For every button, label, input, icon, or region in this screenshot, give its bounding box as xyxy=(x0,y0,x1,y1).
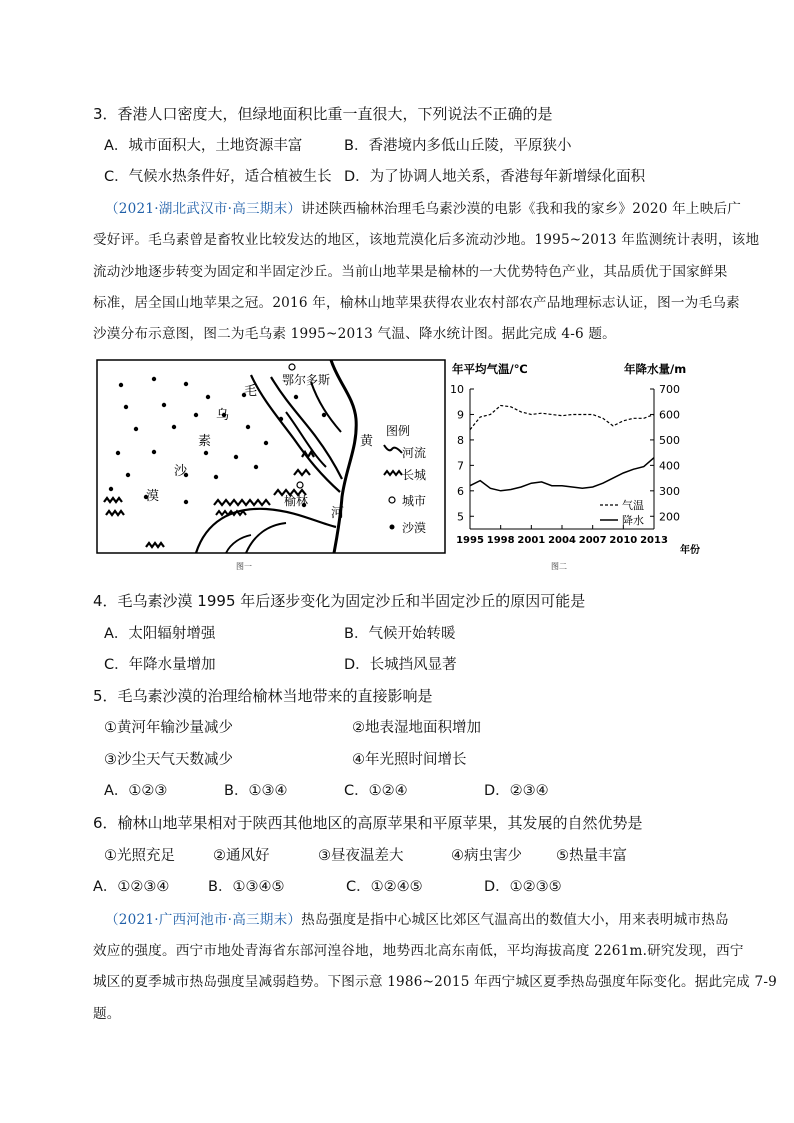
chart-right-tick-label: 700 xyxy=(659,383,680,396)
city-marker-ordos xyxy=(289,364,295,370)
legend-city-symbol xyxy=(389,497,395,503)
chart-x-tick-label: 2004 xyxy=(548,535,576,546)
yellow-river-char-1: 黄 xyxy=(360,434,374,449)
legend-desert-label: 沙漠 xyxy=(402,521,427,535)
chart-x-tick-label: 1998 xyxy=(486,535,515,546)
chart-left-tick-label: 8 xyxy=(457,433,464,447)
chart-x-tick-label: 2010 xyxy=(609,535,638,546)
passage1-source: （2021·湖北武汉市·高三期末） xyxy=(105,201,302,217)
chart-left-tick-label: 6 xyxy=(457,484,464,498)
passage2-line2: 效应的强度。西宁市地处青海省东部河湟谷地，地势西北高东南低，平均海拔高度 2261m.研究发现，西宁 xyxy=(93,943,744,959)
q4-option-a: A．太阳辐射增强 xyxy=(104,626,216,642)
yellow-river-char-2: 河 xyxy=(331,506,345,521)
legend-precip-label: 降水 xyxy=(622,514,644,527)
q6-statement-1: ①光照充足 xyxy=(104,848,175,864)
map-caption: 图一 xyxy=(236,562,252,571)
desert-char-3: 素 xyxy=(198,434,212,449)
q4-option-b: B．气候开始转暖 xyxy=(344,626,456,642)
q5-statement-4: ④年光照时间增长 xyxy=(352,752,467,768)
q6-option-a: A．①②③④ xyxy=(93,879,170,895)
city-label-yulin: 榆林 xyxy=(284,494,309,508)
q6-stem: 6．榆林山地苹果相对于陕西其他地区的高原苹果和平原苹果，其发展的自然优势是 xyxy=(93,814,643,832)
chart-x-tick-label: 2013 xyxy=(640,535,668,546)
q5-option-d: D．②③④ xyxy=(484,783,549,799)
q5-option-a: A．①②③ xyxy=(104,783,168,799)
climate-chart xyxy=(440,357,710,557)
map-frame xyxy=(97,360,445,553)
q5-statement-2: ②地表湿地面积增加 xyxy=(352,720,481,736)
q6-option-c: C．①②④⑤ xyxy=(346,879,423,895)
desert-char-4: 沙 xyxy=(174,464,188,479)
desert-char-2: 乌 xyxy=(216,408,230,423)
passage2-line3: 城区的夏季城市热岛强度呈减弱趋势。下图示意 1986~2015 年西宁城区夏季热岛强度年际变化。据此完成 7-9 xyxy=(93,974,777,990)
desert-char-1: 毛 xyxy=(244,384,258,399)
q5-option-b: B．①③④ xyxy=(224,783,288,799)
q6-statement-4: ④病虫害少 xyxy=(451,848,522,864)
q3-option-c: C．气候水热条件好，适合植被生长 xyxy=(104,169,332,185)
q3-stem: 3．香港人口密度大，但绿地面积比重一直很大，下列说法不正确的是 xyxy=(93,105,553,123)
chart-left-title: 年平均气温/℃ xyxy=(452,362,528,376)
q3-option-a: A．城市面积大，土地资源丰富 xyxy=(104,138,303,154)
q5-statement-1: ①黄河年输沙量减少 xyxy=(104,720,233,736)
legend-city-label: 城市 xyxy=(402,494,427,508)
legend-river-label: 河流 xyxy=(402,446,427,460)
passage2-source: （2021·广西河池市·高三期末） xyxy=(105,912,302,928)
passage1-line4: 标准，居全国山地苹果之冠。2016 年，榆林山地苹果获得农业农村部农产品地理标志认证，图一为毛乌素 xyxy=(93,295,740,311)
chart-x-tick-label: 2001 xyxy=(517,535,546,546)
chart-x-tick-label: 1995 xyxy=(456,535,484,546)
q6-statement-2: ②通风好 xyxy=(213,848,270,864)
desert-char-5: 漠 xyxy=(146,489,160,504)
chart-left-tick-label: 10 xyxy=(450,383,464,396)
q4-stem: 4．毛乌素沙漠 1995 年后逐步变化为固定沙丘和半固定沙丘的原因可能是 xyxy=(93,592,586,610)
chart-xlabel: 年份 xyxy=(680,545,700,556)
q6-option-b: B．①③④⑤ xyxy=(208,879,285,895)
city-marker-yulin xyxy=(297,482,303,488)
chart-right-tick-label: 200 xyxy=(659,510,680,524)
legend-wall-label: 长城 xyxy=(402,468,427,482)
q6-statement-5: ⑤热量丰富 xyxy=(556,848,627,864)
city-label-ordos: 鄂尔多斯 xyxy=(282,373,331,387)
chart-series-precipitation xyxy=(470,458,654,491)
chart-right-tick-label: 600 xyxy=(659,408,680,422)
q4-option-d: D．长城挡风显著 xyxy=(344,657,457,673)
passage1-line5: 沙漠分布示意图，图二为毛乌素 1995~2013 气温、降水统计图。据此完成 4-6 题。 xyxy=(93,326,616,342)
desert-map xyxy=(96,357,446,557)
chart-x-tick-label: 2007 xyxy=(578,535,607,546)
chart-caption: 图二 xyxy=(551,562,567,571)
chart-left-tick-label: 9 xyxy=(457,408,464,422)
q6-option-d: D．①②③⑤ xyxy=(484,879,562,895)
legend-desert-symbol xyxy=(390,525,395,530)
chart-right-tick-label: 500 xyxy=(659,433,680,447)
chart-left-tick-label: 5 xyxy=(457,510,464,524)
q5-option-c: C．①②④ xyxy=(344,783,408,799)
passage2-line1: （2021·广西河池市·高三期末）热岛强度是指中心城区比郊区气温高出的数值大小，用来表明城市热岛 xyxy=(105,912,729,928)
legend-temp-label: 气温 xyxy=(622,499,644,512)
legend-title: 图例 xyxy=(386,424,411,438)
chart-right-tick-label: 300 xyxy=(659,484,680,498)
q5-statement-3: ③沙尘天气天数减少 xyxy=(104,752,233,768)
q6-statement-3: ③昼夜温差大 xyxy=(318,848,404,864)
chart-right-title: 年降水量/m xyxy=(624,362,687,376)
chart-left-tick-label: 7 xyxy=(457,459,464,473)
q3-option-d: D．为了协调人地关系，香港每年新增绿化面积 xyxy=(344,169,646,185)
passage1-line3: 流动沙地逐步转变为固定和半固定沙丘。当前山地苹果是榆林的一大优势特色产业，其品质优于国家鲜果 xyxy=(93,264,728,280)
passage2-line4: 题。 xyxy=(93,1006,121,1022)
q5-stem: 5．毛乌素沙漠的治理给榆林当地带来的直接影响是 xyxy=(93,687,433,705)
q3-option-b: B．香港境内多低山丘陵，平原狭小 xyxy=(344,138,572,154)
passage1-line2: 受好评。毛乌素曾是畜牧业比较发达的地区，该地荒漠化后多流动沙地。1995~2013 年监测统计表明，该地 xyxy=(93,232,760,248)
q4-option-c: C．年降水量增加 xyxy=(104,657,216,673)
chart-series-temperature xyxy=(470,406,654,430)
passage1-line1: （2021·湖北武汉市·高三期末）讲述陕西榆林治理毛乌素沙漠的电影《我和我的家乡》2020 年上映后广 xyxy=(105,201,742,217)
chart-right-tick-label: 400 xyxy=(659,459,680,473)
